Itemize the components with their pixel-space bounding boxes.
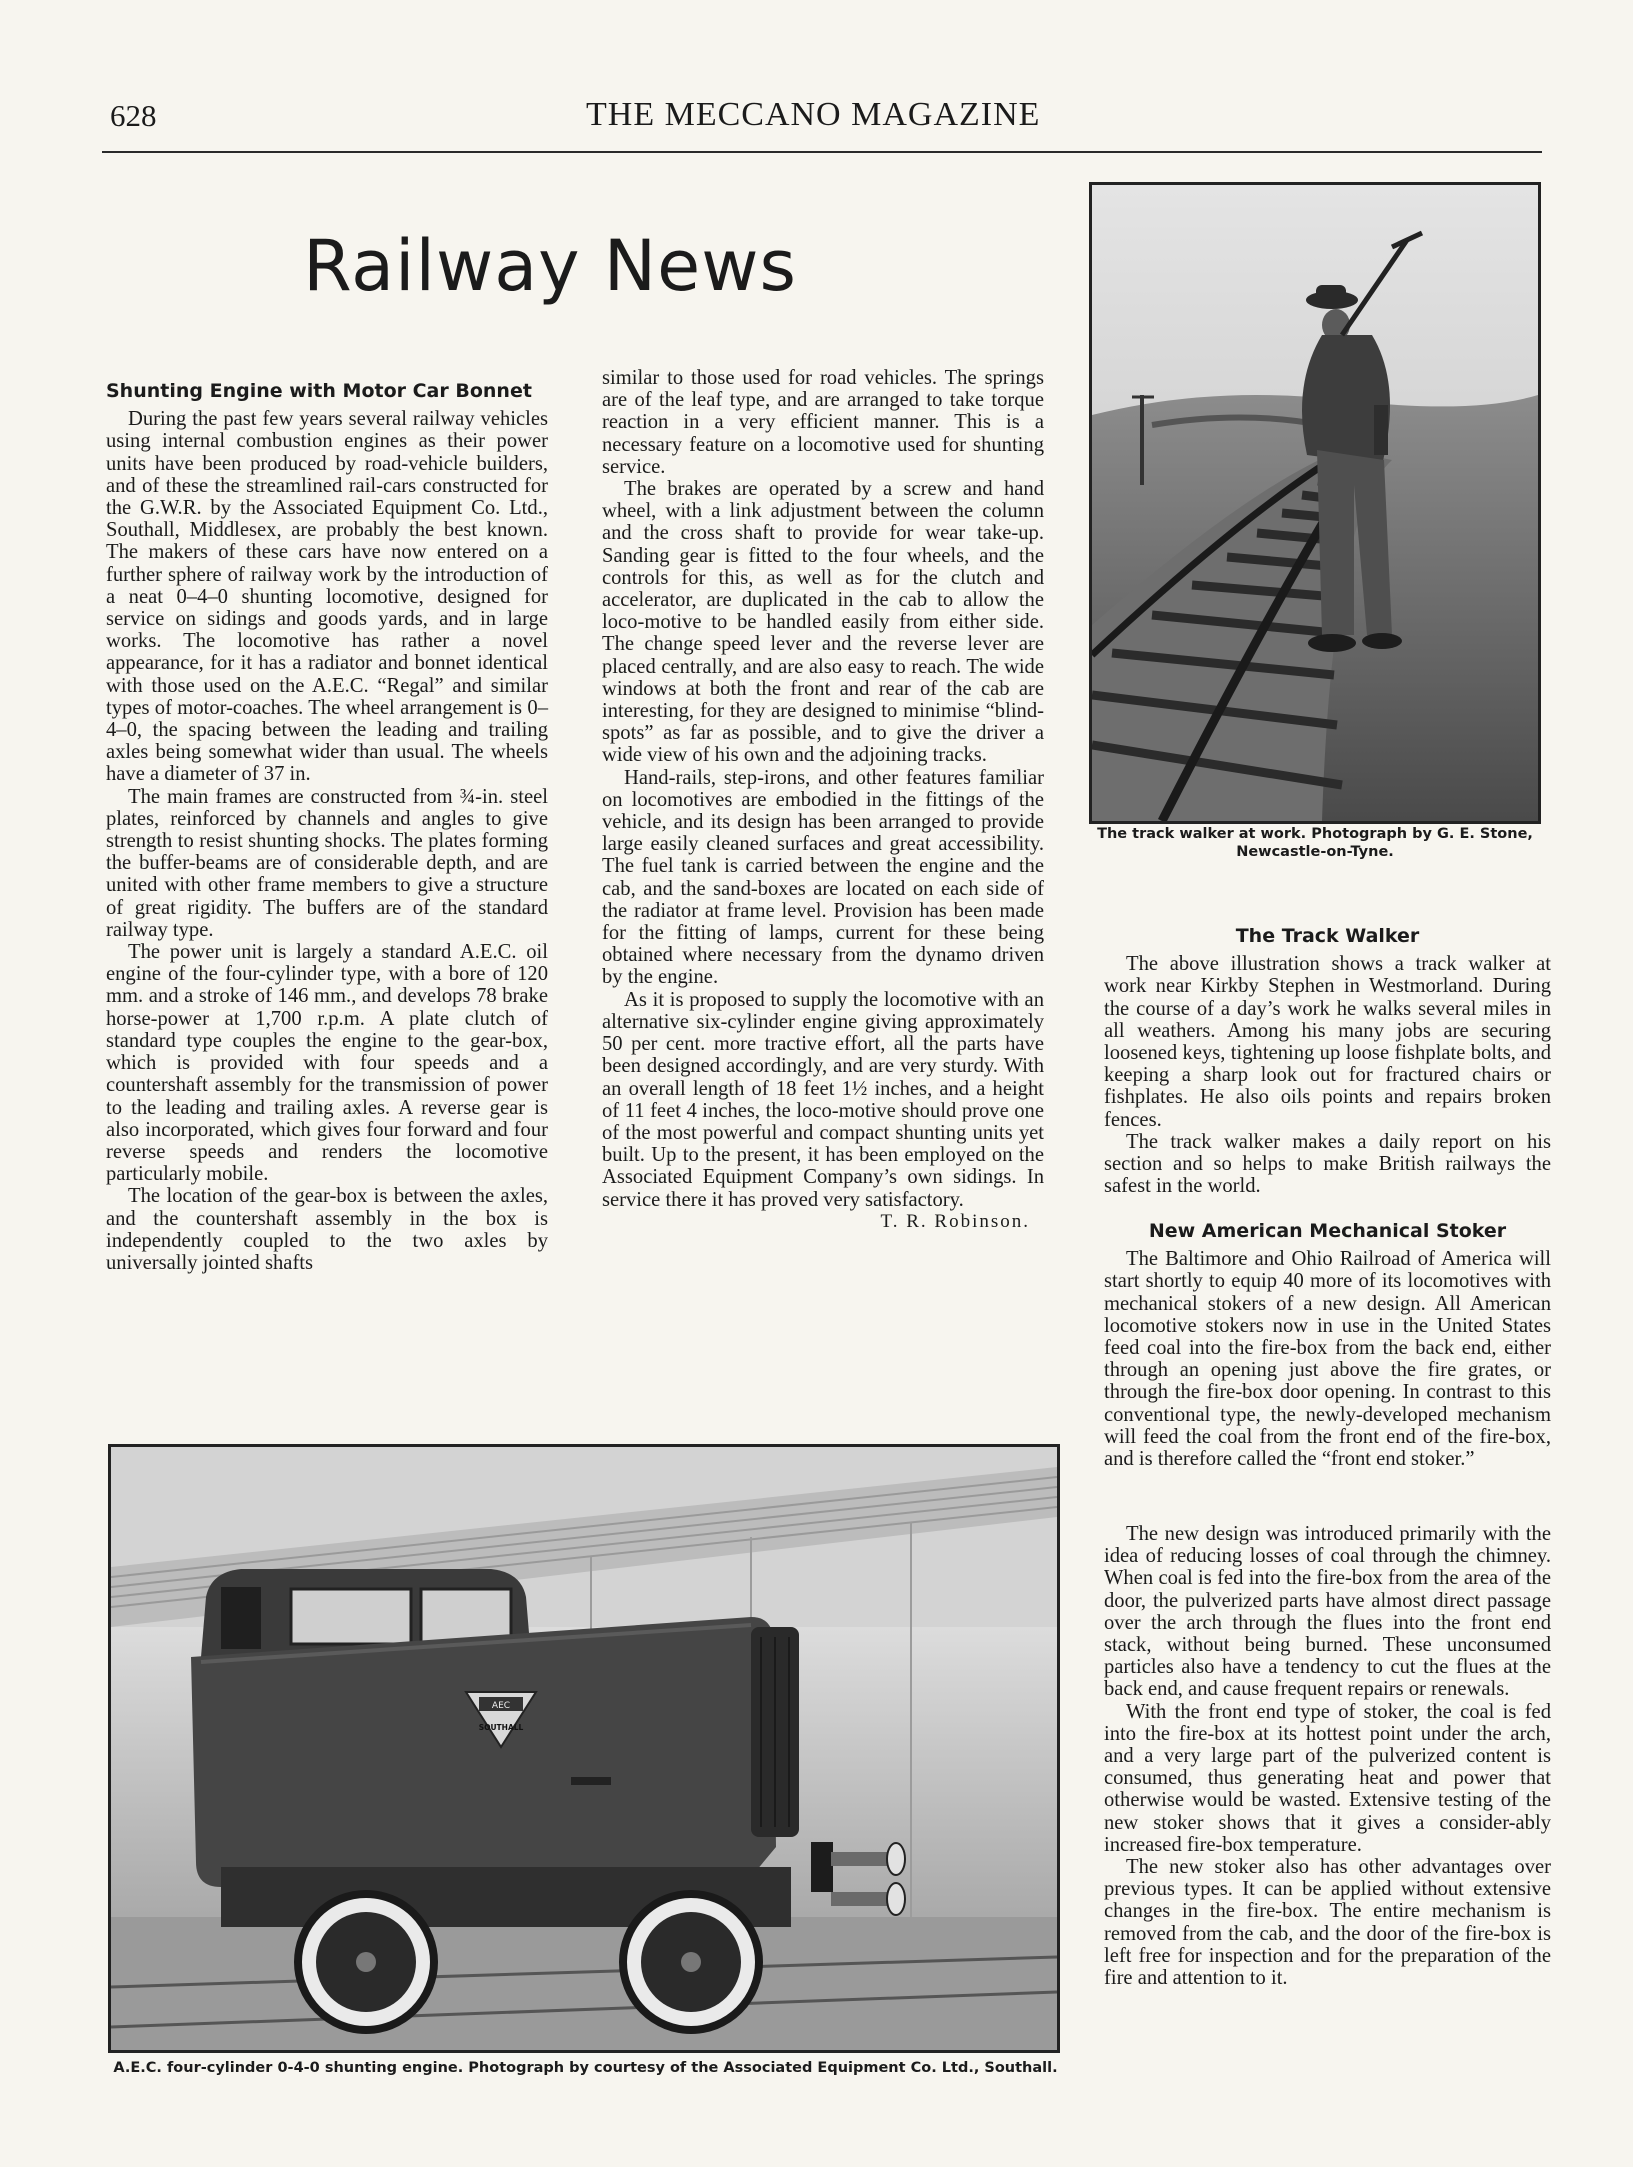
paragraph: The power unit is largely a standard A.E.C. oil engine of the four-cylinder type, with a bore of 120 mm. and a stroke of 146 mm., and develops 78 brake horse-power at 1,700 r.p.m. A plate clutch of standard type couples the engine to the gear-box, which is provided with four speeds and a countershaft assembly for the transmission of power to the leading and trailing axles. A reverse gear is also incorporated, which gives four forward and four reverse speeds and renders the locomotive particularly mobile. [106,941,548,1186]
paragraph: similar to those used for road vehicles. The springs are of the leaf type, and are arranged to take torque reaction in a very efficient manner. This is a necessary feature on a locomotive used for shunting service. [602,367,1044,478]
badge-southall-text: SOUTHALL [478,1723,524,1732]
paragraph: The Baltimore and Ohio Railroad of America will start shortly to equip 40 more of its locomotives with mechanical stokers of a new design. All American locomotive stokers now in use in the United States feed coal into the fire-box from the back end, either through an opening just above the fire grates, or through the fire-box door opening. In contrast to this conventional type, the newly-developed mechanism will feed the coal from the front end of the fire-box, and is therefore called the “front end stoker.” [1104,1248,1551,1471]
paragraph: The location of the gear-box is between the axles, and the countershaft assembly in the box is independently coupled to the two axles by universally jointed shafts [106,1185,548,1274]
byline: T. R. Robinson. [880,1210,1030,1232]
paragraph: The track walker makes a daily report on his section and so helps to make British railways the safest in the world. [1104,1130,1551,1198]
magazine-title: THE MECCANO MAGAZINE [586,96,1041,133]
page-number: 628 [110,98,157,133]
article-shunting-col2 [602,367,1044,1233]
paragraph: The brakes are operated by a screw and hand wheel, with a link adjustment between the column and the cross shaft to provide for wear take-up. Sanding gear is fitted to the four wheels, and the controls for this, as well as for the clutch and accelerator, are duplicated in the cab to allow the loco-motive to be handled easily from either side. The change speed lever and the reverse lever are placed centrally, and are also easy to reach. The wide windows at both the front and rear of the cab are interesting, for they are designed to minimise “blind-spots” as far as possible, and to give the driver a wide view of his own and the adjoining tracks. [602,478,1044,767]
article-track-walker [1104,925,1551,1197]
article-heading-track-walker: The Track Walker [1235,925,1420,947]
paragraph: The main frames are constructed from ¾-in. steel plates, reinforced by channels and angles to give strength to resist shunting shocks. The plates forming the buffer-beams are of considerable depth, and are united with other frame members to give a structure of great rigidity. The buffers are of the standard railway type. [106,785,548,941]
article-heading-stoker: New American Mechanical Stoker [1148,1220,1507,1242]
article-mechanical-stoker-cont [1104,1523,1551,1989]
article-shunting-col1 [106,380,548,1274]
paragraph: The new stoker also has other advantages over previous types. It can be applied without extensive changes in the fire-box. The entire mechanism is removed from the cab, and the door of the fire-box is left free for inspection and for the preparation of the fire and attention to it. [1104,1856,1551,1990]
article-heading-shunting: Shunting Engine with Motor Car Bonnet [106,380,532,402]
header-rule [102,151,1542,153]
paragraph: During the past few years several railway vehicles using internal combustion engines as their power units have been produced by road-vehicle builders, and of these the streamlined rail-cars constructed for the G.W.R. by the Associated Equipment Co. Ltd., Southall, Middlesex, are probably the best known. The makers of these cars have now entered on a further sphere of railway work by the introduction of a neat 0–4–0 shunting locomotive, designed for service on sidings and goods yards, and in large works. The locomotive has rather a novel appearance, for it has a radiator and bonnet identical with those used on the A.E.C. “Regal” and similar types of motor-coaches. The wheel arrangement is 0–4–0, the spacing between the leading and trailing axles being somewhat wider than usual. The wheels have a diameter of 37 in. [106,408,548,786]
badge-aec-text: AEC [491,1701,511,1711]
paragraph: As it is proposed to supply the locomotive with an alternative six-cylinder engine giving approximately 50 per cent. more tractive effort, all the parts have been designed accordingly, and are very sturdy. With an overall length of 18 feet 1½ inches, and a height of 11 feet 4 inches, the loco-motive should prove one of the most powerful and compact shunting units yet built. Up to the present, it has been employed on the Associated Equipment Company’s own sidings. In service there it has proved very satisfactory. [602,988,1044,1211]
article-mechanical-stoker [1104,1220,1551,1470]
shunting-engine-photo [108,1444,1060,2053]
paragraph: With the front end type of stoker, the coal is fed into the fire-box at its hottest point under the arch, and a very large part of the pulverized content is consumed, thus generating heat and power that otherwise would be wasted. Extensive testing of the new stoker shows that it gives a consider-ably increased fire-box temperature. [1104,1700,1551,1856]
paragraph: The above illustration shows a track walker at work near Kirkby Stephen in Westmorland. During the course of a day’s work he walks several miles in all weathers. Among his many jobs are securing loosened keys, tightening up loose fishplate bolts, and keeping a sharp look out for fractured chairs or fishplates. He also oils points and repairs broken fences. [1104,953,1551,1131]
track-walker-caption: The track walker at work. Photograph by G. E. Stone, Newcastle-on-Tyne. [1097,826,1533,860]
paragraph: The new design was introduced primarily with the idea of reducing losses of coal through the chimney. When coal is fed into the fire-box from the area of the door, the pulverized parts have almost direct passage over the arch through the flues into the front end stack, without being burned. These unconsumed particles also have a tendency to cut the flues at the back end, and cause frequent repairs or renewals. [1104,1523,1551,1701]
shunting-engine-caption: A.E.C. four-cylinder 0-4-0 shunting engine. Photograph by courtesy of the Associated Equipment Co. Ltd., Southall. [113,2060,1058,2076]
track-walker-photo [1089,182,1541,824]
paragraph: Hand-rails, step-irons, and other features familiar on locomotives are embodied in the fittings of the vehicle, and its design has been arranged to provide large easily cleaned surfaces and great accessibility. The fuel tank is carried between the engine and the cab, and the sand-boxes are located on each side of the radiator at frame level. Provision has been made for the fitting of lamps, current for these being obtained where necessary from the dynamo driven by the engine. [602,766,1044,989]
page-title: Railway News [303,225,797,307]
